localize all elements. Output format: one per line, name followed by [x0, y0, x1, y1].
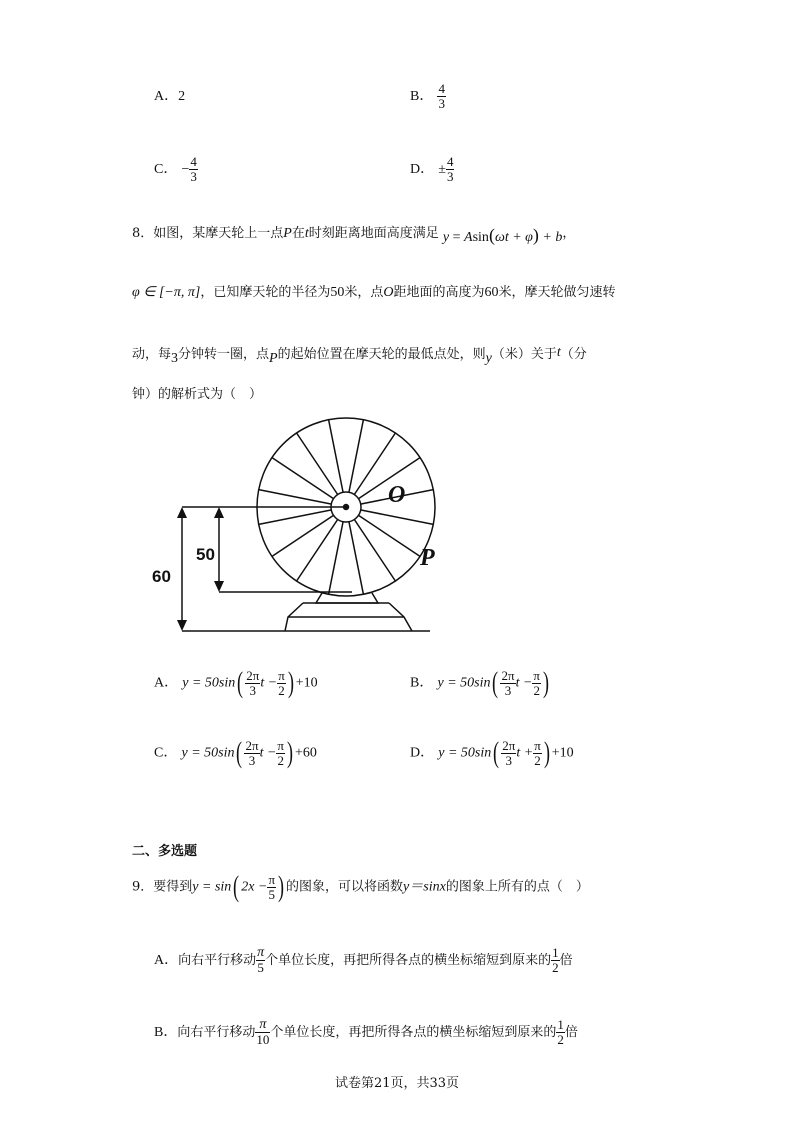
- q8-option-b: B． y = 50sin( $\frac{2\pi}{3}$ t − $\frac{\pi}{2}$ ): [410, 666, 549, 699]
- arrowhead: [214, 581, 224, 592]
- arrowhead: [214, 507, 224, 518]
- arrowhead: [177, 507, 187, 518]
- q8-line1: 8．如图，某摩天轮上一点P在t时刻距离地面高度满足 y = Asin(ωt + φ) + b，: [132, 225, 576, 245]
- q8-option-a: A． y = 50sin( $\frac{2\pi}{3}$ t − $\frac{\pi}{2}$ ) +10: [154, 666, 318, 699]
- q8-option-c: C． y = 50sin( $\frac{2\pi}{3}$ t − $\frac{\pi}{2}$ ) +60: [154, 736, 317, 769]
- q9-stem: 9．要得到y = sin( 2x − $\frac{\pi}{5}$ ) 的图象，可以将函数y＝sinx的图象上所有的点（ ）: [132, 870, 589, 903]
- q8-line3: 动，每3分钟转一圈，点P的起始位置在摩天轮的最低点处，则y（米）关于t（分: [132, 345, 587, 366]
- q8-option-d: D． y = 50sin( $\frac{2\pi}{3}$ t + $\frac{\pi}{2}$ ) +10: [410, 736, 574, 769]
- fraction: $\frac{4}{3}$: [438, 81, 445, 111]
- q7-option-c: C． − $\frac{4}{3}$: [154, 154, 197, 184]
- page-footer: 试卷第21页，共33页: [334, 1076, 460, 1091]
- q9-option-b: B．向右平行移动 $\frac{\pi}{10}$ 个单位长度，再把所得各点的横坐标缩短到原来的 $\frac{1}{2}$ 倍: [154, 1017, 578, 1047]
- section-title: 二、多选题: [132, 844, 198, 859]
- q8-line2: φ ∈ [−π, π]，已知摩天轮的半径为50米，点O距地面的高度为60米，摩天轮做匀速转: [132, 285, 616, 300]
- label-60: 60: [152, 567, 171, 586]
- q7-option-d: D． ± $\frac{4}{3}$: [410, 154, 454, 184]
- q7-option-a: A．2: [154, 89, 186, 104]
- label-o: O: [388, 482, 406, 508]
- arrowhead: [177, 620, 187, 631]
- fraction: $\frac{4}{3}$: [190, 154, 197, 184]
- q9-option-a: A．向右平行移动 $\frac{\pi}{5}$ 个单位长度，再把所得各点的横坐标缩短到原来的 $\frac{1}{2}$ 倍: [154, 945, 573, 975]
- q7-option-b: B． $\frac{4}{3}$: [410, 81, 445, 111]
- ferris-wheel-figure: [140, 410, 440, 640]
- label-50: 50: [196, 545, 215, 564]
- label-p: P: [420, 545, 435, 571]
- q8-line4: 钟）的解析式为（ ）: [132, 387, 263, 402]
- q8-formula: y = Asin(ωt + φ) + b: [442, 225, 563, 245]
- fraction: $\frac{4}{3}$: [446, 154, 454, 184]
- stand-upper: [316, 593, 378, 603]
